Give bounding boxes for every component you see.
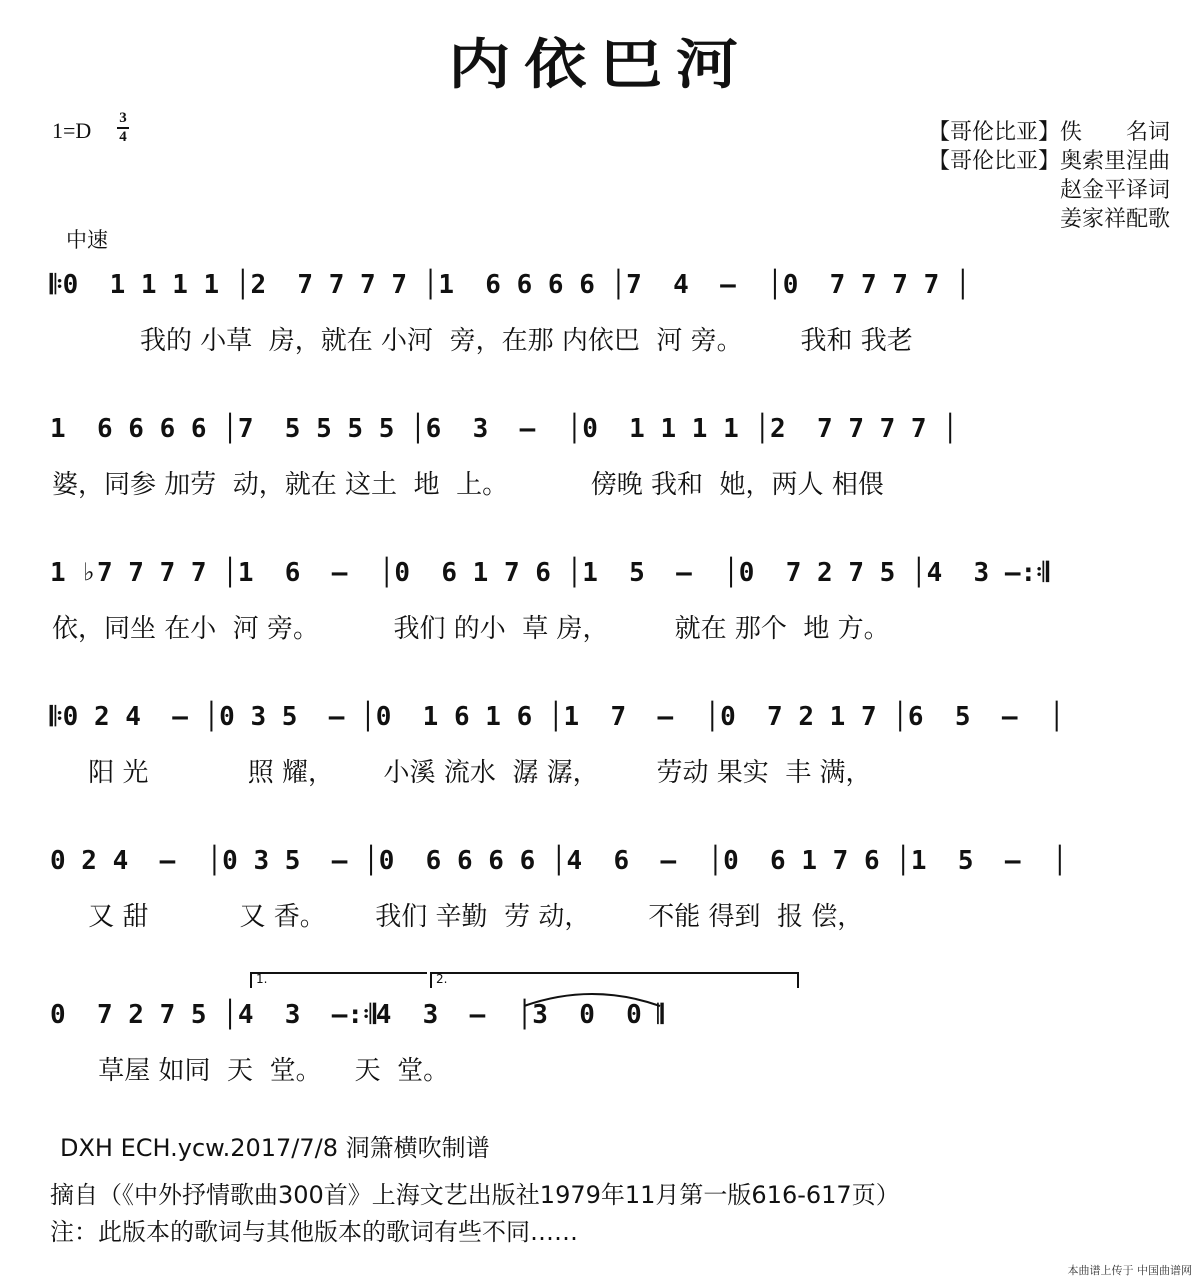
credits <box>928 118 1170 234</box>
score-row-6 <box>50 1000 1170 1086</box>
notes-row-2: 1 6 6 6 6 │7 5 5 5 5 │6 3 – │0 1 1 1 1 │2 7 7 7 7 │ <box>50 414 958 444</box>
footer-note: 注：此版本的歌词与其他版本的歌词有些不同…… <box>50 1218 578 1246</box>
tempo-marking: 中速 <box>66 228 108 252</box>
score-row-4 <box>50 702 1170 788</box>
time-signature <box>117 110 129 146</box>
footer-source: 摘自（《中外抒情歌曲300首》上海文艺出版社1979年11月第一版616-617页） <box>50 1181 900 1209</box>
score-row-3 <box>50 558 1170 644</box>
page-title: 内依巴河 <box>448 32 752 96</box>
score-row-5 <box>50 846 1170 932</box>
score-row-2 <box>50 414 1170 500</box>
lyrics-row-2: 婆，同参 加劳 动，就在 这土 地 上。 傍晚 我和 她，两人 相偎 <box>52 470 884 500</box>
lyrics-row-5: 又 甜 又 香。 我们 辛勤 劳 动， 不能 得到 报 偿， <box>80 902 864 932</box>
footer-credit: DXH ECH.ycw.2017/7/8 洞箫横吹制谱 <box>60 1134 490 1162</box>
notes-row-6: 0 7 2 7 5 │4 3 –:𝄇4 3 – │3 0 0 𝄂 <box>50 1000 664 1030</box>
lyrics-row-3: 依，同坐 在小 河 旁。 我们 的小 草 房， 就在 那个 地 方。 <box>52 614 890 644</box>
credit-lyricist: 【哥伦比亚】佚 名词 <box>927 120 1170 145</box>
score-row-1 <box>50 270 1170 356</box>
credit-translator: 赵金平译词 <box>1059 178 1170 203</box>
lyrics-row-4: 阳 光 照 耀， 小溪 流水 潺 潺， 劳动 果实 丰 满， <box>80 758 872 788</box>
notes-row-4: 𝄆0 2 4 – │0 3 5 – │0 1 6 1 6 │1 7 – │0 7 2 1 7 │6 5 – │ <box>50 702 1065 732</box>
meter-top: 3 <box>119 110 127 126</box>
notes-row-1: 𝄆0 1 1 1 1 │2 7 7 7 7 │1 6 6 6 6 │7 4 – │0 7 7 7 7 │ <box>50 270 971 300</box>
lyrics-row-1: 我的 小草 房，就在 小河 旁，在那 内依巴 河 旁。 我和 我老 <box>140 326 913 356</box>
key-signature: 1=D <box>52 118 92 143</box>
notes-row-3: 1 ♭7 7 7 7 │1 6 – │0 6 1 7 6 │1 5 – │0 7 2 7 5 │4 3 –:𝄇 <box>50 558 1049 588</box>
meter-bottom: 4 <box>119 129 127 145</box>
watermark: 本曲谱上传于 中国曲谱网 <box>1067 1264 1192 1277</box>
credit-arranger: 姜家祥配歌 <box>1059 207 1170 232</box>
volta-second <box>430 972 799 988</box>
volta-first <box>250 972 427 988</box>
credit-composer: 【哥伦比亚】奥索里涅曲 <box>927 149 1170 174</box>
lyrics-row-6: 草屋 如同 天 堂。 天 堂。 <box>90 1056 450 1086</box>
volta-first-label: 1. <box>256 972 268 986</box>
volta-second-label: 2. <box>436 972 448 986</box>
notes-row-5: 0 2 4 – │0 3 5 – │0 6 6 6 6 │4 6 – │0 6 1 7 6 │1 5 – │ <box>50 846 1068 876</box>
